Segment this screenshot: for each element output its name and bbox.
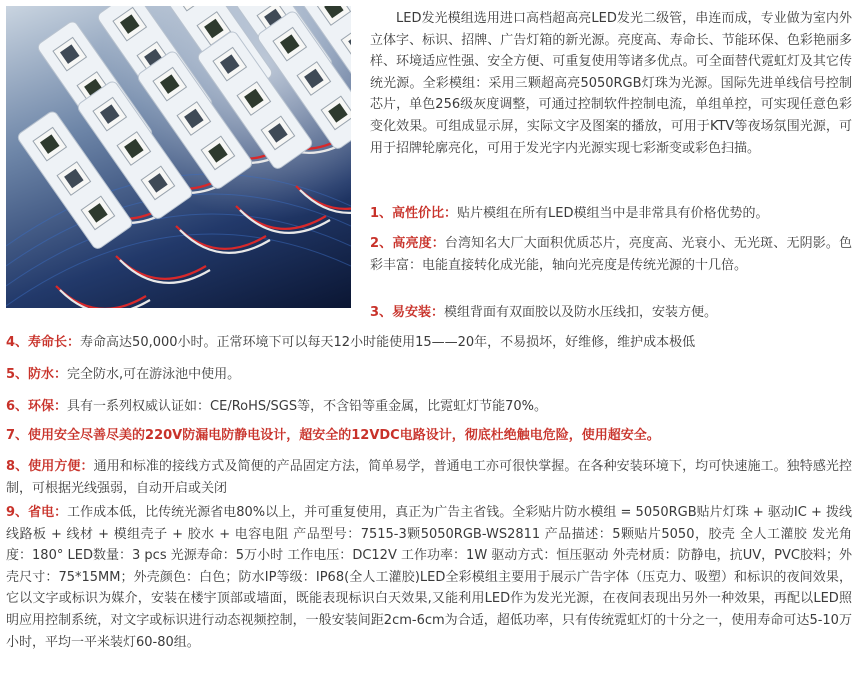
feature-6-title: 6、环保： [6,399,68,414]
feature-6-text: 具有一系列权威认证如：CE/RoHS/SGS等，不含铅等重金属，比霓虹灯节能70%。 [67,399,547,414]
product-photo [6,6,351,308]
feature-3 [370,302,852,324]
feature-4 [6,332,852,354]
feature-7-title: 7、使用安全尽善尽美的220V防漏电防静电设计，超安全的12VDC电路设计，彻底杜绝触电危险，使用超安全。 [6,428,660,443]
feature-3-title: 3、易安装： [370,305,445,320]
feature-6 [6,396,852,418]
feature-4-text: 寿命高达50,000小时。正常环境下可以每天12小时能使用15——20年，不易损坏，好维修，维护成本极低 [80,335,696,350]
feature-9 [6,502,852,653]
feature-2-text: 台湾知名大厂大面积优质芯片，亮度高、光衰小、无光斑、无阴影。色彩丰富：电能直接转化成光能，轴向光亮度是传统光源的十几倍。 [370,236,852,273]
feature-1-text: 贴片模组在所有LED模组当中是非常具有价格优势的。 [457,206,769,221]
feature-1 [370,203,852,225]
led-modules-illustration [6,6,351,308]
feature-5-text: 完全防水,可在游泳池中使用。 [67,367,241,382]
feature-3-text: 模组背面有双面胶以及防水压线扣，安装方便。 [444,305,718,320]
wire-red [56,286,146,308]
feature-4-title: 4、寿命长： [6,335,81,350]
feature-2-title: 2、高亮度： [370,236,445,251]
feature-5 [6,364,852,386]
feature-9-title: 9、省电： [6,505,68,520]
feature-1-title: 1、高性价比： [370,206,458,221]
feature-9-text: 工作成本低，比传统光源省电80%以上，并可重复使用，真正为广告主省钱。全彩贴片防水模组 = 5050RGB贴片灯珠 + 驱动IC + 拨线线路板 + 线材 + 模组壳子 + 胶水 + 电容电阻 产品型号：7515-3颗5050RGB-WS2811 产品描述：5颗贴片5050，胶壳 全人工灌胶 发光角度：180° LED数量：3 pcs 光源寿命：5万小时 工作电压：DC12V 工作功率：1W 驱动方式：恒压驱动 外壳材质：防静电，抗UV，PVC胶料；外壳尺寸：75*15MM；外壳颜色：白色；防水IP等级：IP68(全人工灌胶)LED全彩模组主要用于展示广告字体（压克力、吸塑）和标识的夜间效果，它以文字或标识为媒介，安装在楼宇顶部或墙面，既能表现标识白天效果,又能利用LED作为发光光源，在夜间表现出另外一种效果，再配以LED照明应用控制系统，对文字或标识进行动态视频控制，一般安装间距2cm-6cm为合适，超低功率，只有传统霓虹灯的十分之一，使用寿命可达5-10万小时，平均一平米装灯60-80组。 [6,505,852,650]
feature-2 [370,233,852,276]
feature-8-text: 通用和标准的接线方式及简便的产品固定方法，简单易学，普通电工亦可很快掌握。在各种安装环境下，均可快速施工。独特感光控制，可根据光线强弱，自动开启或关闭 [6,459,852,496]
feature-8 [6,456,852,499]
wire-red [296,186,351,209]
feature-5-title: 5、防水： [6,367,68,382]
feature-8-title: 8、使用方便： [6,459,94,474]
feature-7 [6,425,852,447]
intro-paragraph: LED发光模组选用进口高档超高亮LED发光二级管，串连而成，专业做为室内外立体字、标识、招牌、广告灯箱的新光源。亮度高、寿命长、节能环保、色彩艳丽多样、环境适应性强、安全方便、可重复使用等诸多优点。可全面替代霓虹灯及其它传统光源。全彩模组：采用三颗超高亮5050RGB灯珠为光源。国际先进单线信号控制芯片，单色256级灰度调整，可通过控制软件控制电流，单组单控，可实现任意色彩变化效果。可组成显示屏，实际文字及图案的播放，可用于KTV等夜场氛围光源，可用于招牌轮廓亮化，可用于发光字内光源实现七彩渐变或彩色扫描。 [370,11,852,156]
